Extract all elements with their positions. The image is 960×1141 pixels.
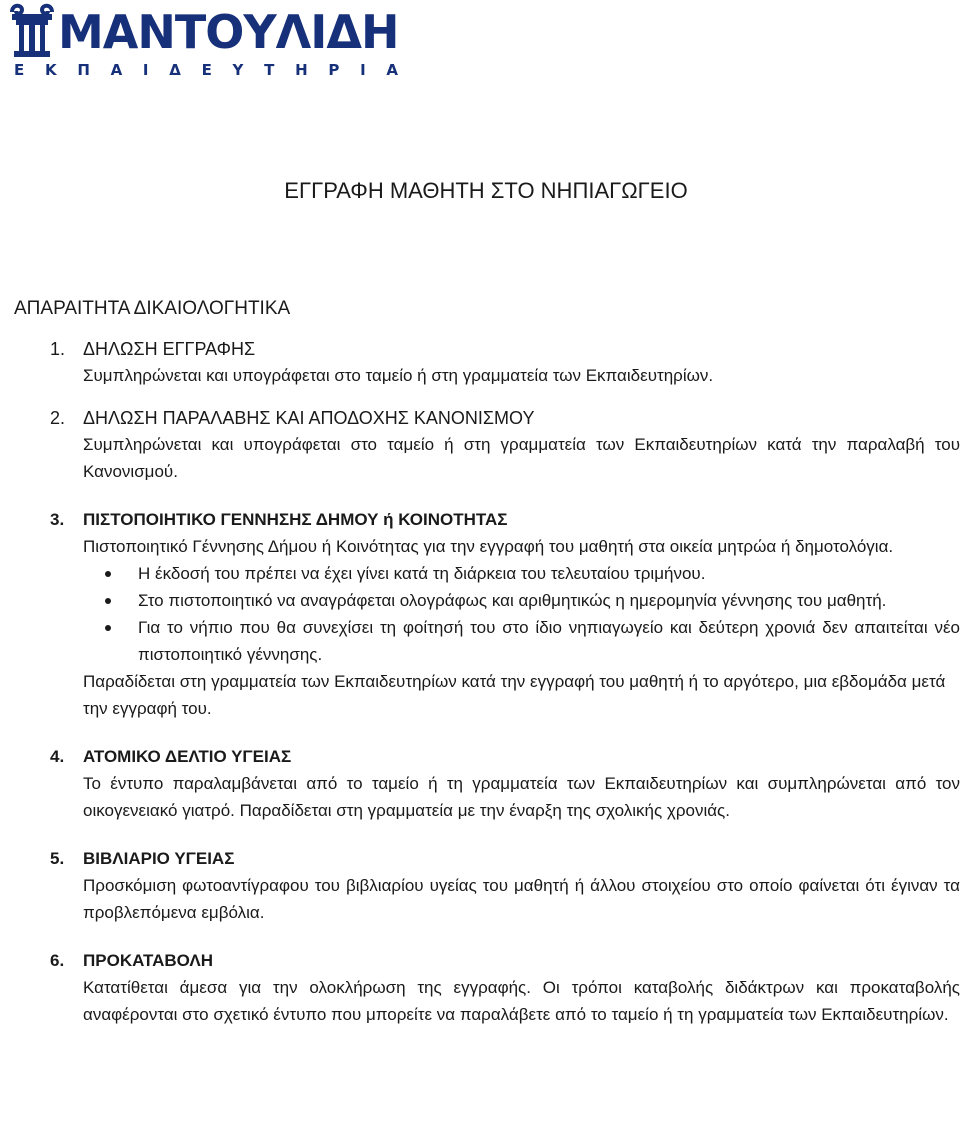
section-heading: ΑΠΑΡΑΙΤΗΤΑ ΔΙΚΑΙΟΛΟΓΗΤΙΚΑ: [14, 298, 291, 319]
list-item: [50, 744, 960, 824]
item-body: Συμπληρώνεται και υπογράφεται στο ταμείο ή στη γραμματεία των Εκπαιδευτηρίων κατά την παραλαβή του Κανονισμού.: [83, 435, 960, 481]
item-body: Συμπληρώνεται και υπογράφεται στο ταμείο ή στη γραμματεία των Εκπαιδευτηρίων.: [83, 366, 714, 385]
logo-letter: Ε: [14, 61, 25, 79]
bullet-item: [83, 560, 960, 587]
logo-letter: Α: [386, 61, 398, 79]
item-number: 1.: [50, 339, 66, 359]
item-body: Κατατίθεται άμεσα για την ολοκλήρωση της εγγραφής. Οι τρόποι καταβολής διδάκτρων και προκαταβολής αναφέρονται στο σχετικό έντυπο που μπορείτε να παραλάβετε από το ταμείο ή τη γραμματεία των Εκπαιδευτηρίων.: [83, 978, 960, 1024]
bullet-icon: [105, 625, 111, 631]
item-body: Πιστοποιητικό Γέννησης Δήμου ή Κοινότητας για την εγγραφή του μαθητή στα οικεία μητρώα ή δημοτολόγια.: [83, 537, 894, 556]
bullet-icon: [105, 571, 111, 577]
item-number: 6.: [50, 951, 65, 970]
logo-letter: Δ: [169, 61, 181, 79]
item-title: ΔΗΛΩΣΗ ΕΓΓΡΑΦΗΣ: [83, 339, 256, 359]
item-title: ΔΗΛΩΣΗ ΠΑΡΑΛΑΒΗΣ ΚΑΙ ΑΠΟΔΟΧΗΣ ΚΑΝΟΝΙΣΜΟΥ: [83, 408, 535, 428]
item-number: 3.: [50, 510, 65, 529]
logo-letter: Α: [110, 61, 123, 79]
logo-letter: Τ: [264, 61, 275, 79]
list-item: [50, 507, 960, 722]
logo-letter: Υ: [232, 61, 244, 79]
list-item: [50, 336, 960, 389]
logo: [8, 2, 408, 82]
item-title: ΒΙΒΛΙΑΡΙΟ ΥΓΕΙΑΣ: [83, 849, 235, 868]
item-body: Το έντυπο παραλαμβάνεται από το ταμείο ή τη γραμματεία των Εκπαιδευτηρίων και συμπληρώνεται από τον οικογενειακό γιατρό. Παραδίδεται στη γραμματεία με την έναρξη της σχολικής χρονιάς.: [83, 774, 960, 820]
logo-letter: Ι: [142, 61, 149, 79]
list-item: [50, 948, 960, 1028]
item-number: 2.: [50, 408, 66, 428]
logo-letter: Π: [77, 61, 90, 79]
bullet-text: Η έκδοσή του πρέπει να έχει γίνει κατά τη διάρκεια του τελευταίου τριμήνου.: [138, 564, 706, 583]
logo-letter: Η: [295, 61, 308, 79]
list-item: [50, 846, 960, 926]
logo-letter: Ρ: [328, 61, 340, 79]
document-title: ΕΓΓΡΑΦΗ ΜΑΘΗΤΗ ΣΤΟ ΝΗΠΙΑΓΩΓΕΙΟ: [284, 178, 688, 203]
bullet-text: Στο πιστοποιητικό να αναγράφεται ολογράφως και αριθμητικώς η ημερομηνία γέννησης του μαθητή.: [138, 591, 887, 610]
bullet-list: [83, 560, 960, 668]
bullet-text: Για το νήπιο που θα συνεχίσει τη φοίτησή του στο ίδιο νηπιαγωγείο και δεύτερη χρονιά δεν απαιτείται νέο πιστοποιητικό γέννησης.: [138, 618, 960, 664]
item-title: ΑΤΟΜΙΚΟ ΔΕΛΤΙΟ ΥΓΕΙΑΣ: [83, 747, 292, 766]
item-number: 4.: [50, 747, 65, 766]
item-note: Παραδίδεται στη γραμματεία των Εκπαιδευτηρίων κατά την εγγραφή του μαθητή ή το αργότερο, μια εβδομάδα μετά την εγγραφή του.: [83, 672, 946, 718]
bullet-item: [83, 587, 960, 614]
item-number: 5.: [50, 849, 65, 868]
list-item: [50, 405, 960, 485]
logo-letter: Ι: [360, 61, 366, 79]
logo-name: ΜΑΝΤΟΥΛΙΔΗ: [58, 5, 399, 59]
item-title: ΠΡΟΚΑΤΑΒΟΛΗ: [83, 951, 214, 970]
item-title: ΠΙΣΤΟΠΟΙΗΤΙΚΟ ΓΕΝΝΗΣΗΣ ΔΗΜΟΥ ή ΚΟΙΝΟΤΗΤΑΣ: [83, 510, 508, 529]
bullet-item: [83, 614, 960, 668]
logo-subtitle: [14, 60, 398, 80]
column-capital-icon: [8, 2, 56, 58]
requirements-list: [50, 336, 960, 1040]
logo-letter: Κ: [44, 61, 57, 79]
item-body: Προσκόμιση φωτοαντίγραφου του βιβλιαρίου υγείας του μαθητή ή άλλου στοιχείου στο οποίο φαίνεται ότι έγιναν τα προβλεπόμενα εμβόλια.: [83, 876, 960, 922]
logo-letter: Ε: [201, 61, 212, 79]
bullet-icon: [105, 598, 111, 604]
